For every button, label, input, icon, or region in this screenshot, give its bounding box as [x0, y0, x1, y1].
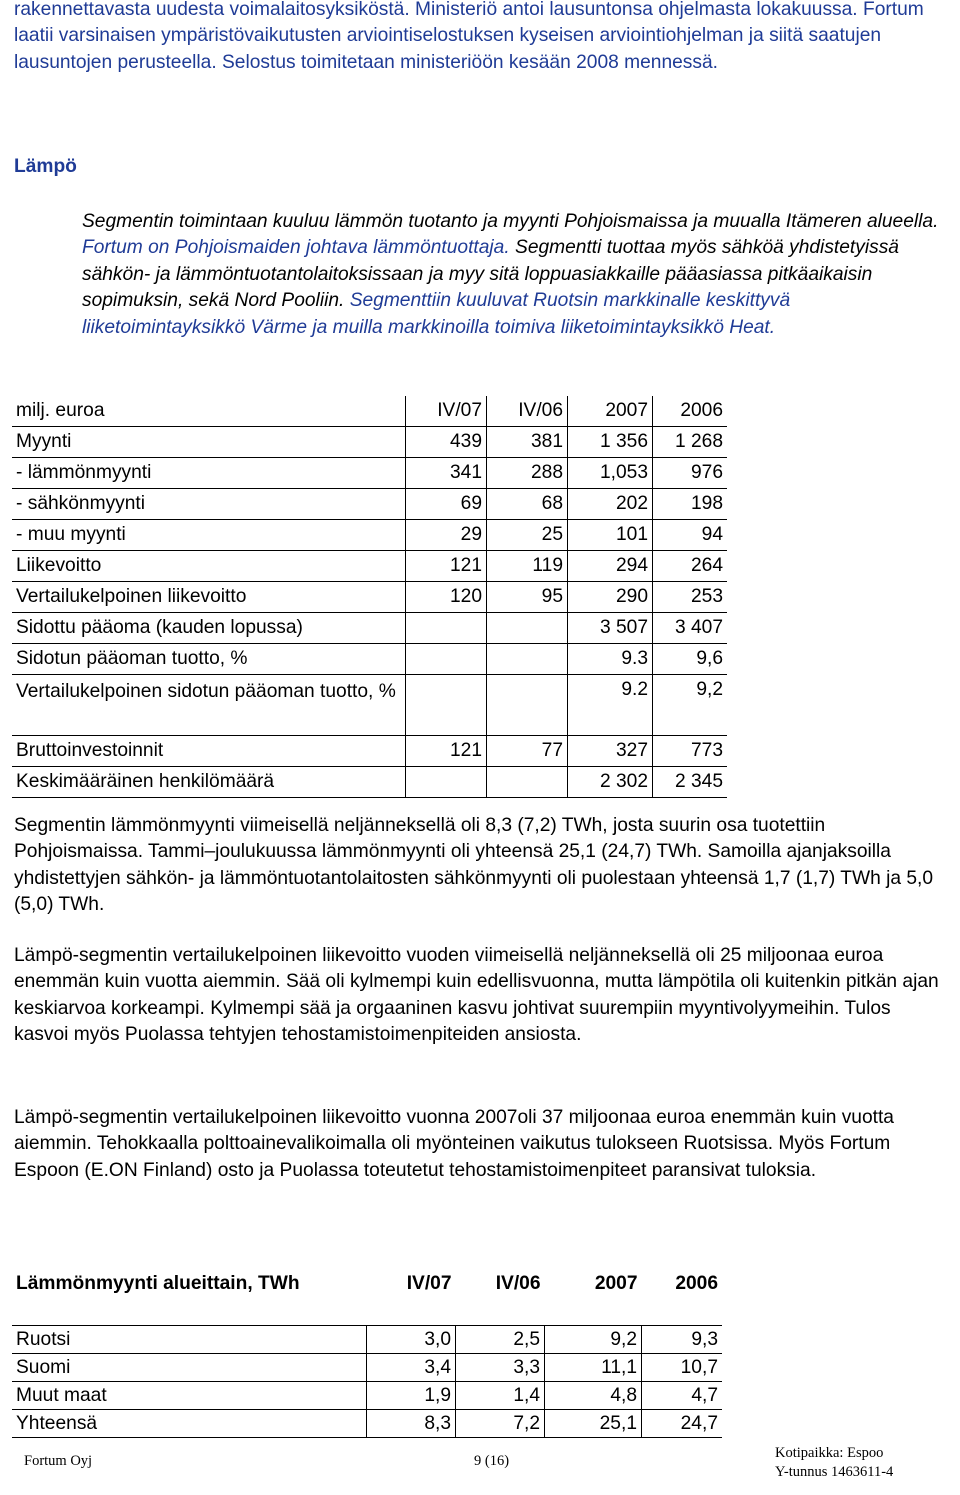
intro-paragraph: rakennettavasta uudesta voimalaitosyksiköstä. Ministeriö antoi lausuntonsa ohjelmasta lokakuussa. Fortum laatii varsinaisen ympäristövaikutusten arviointiselostuksen kyseisen arviointiohjelman ja siitä saatujen lausuntojen perusteella. Selostus toimitetaan ministeriöön kesään 2008 mennessä. [14, 0, 924, 73]
reg-cell-iv06: 2,5 [456, 1326, 545, 1354]
reg-header-label: Lämmönmyynti alueittain, TWh [12, 1267, 367, 1326]
fin-cell-iv06: 119 [487, 551, 568, 582]
fin-cell-iv07 [406, 613, 487, 644]
fin-cell-iv07: 69 [406, 489, 487, 520]
fin-cell-y2007: 3 507 [568, 613, 653, 644]
reg-cell-iv07: 3,0 [367, 1326, 456, 1354]
reg-row [12, 1410, 722, 1438]
fin-cell-y2006: 264 [653, 551, 728, 582]
fin-cell-y2006: 198 [653, 489, 728, 520]
reg-header-y2006: 2006 [642, 1267, 723, 1326]
fin-cell-y2006: 9,2 [653, 675, 728, 736]
segment-desc-part2: Fortum on Pohjoismaiden johtava lämmöntuottaja. [82, 237, 516, 259]
fin-cell-iv07: 121 [406, 736, 487, 767]
financial-table [12, 396, 727, 798]
reg-cell-label: Suomi [12, 1354, 367, 1382]
fin-row [12, 644, 727, 675]
reg-cell-label: Ruotsi [12, 1326, 367, 1354]
reg-cell-y2006: 10,7 [642, 1354, 723, 1382]
reg-cell-y2006: 9,3 [642, 1326, 723, 1354]
reg-cell-label: Yhteensä [12, 1410, 367, 1438]
footer-company: Fortum Oyj [24, 1453, 93, 1469]
segment-desc-part1: Segmentin toimintaan kuuluu lämmön tuotanto ja myynti Pohjoismaissa ja muualla Itämeren alueella. [82, 211, 939, 232]
fin-cell-label: Liikevoitto [12, 551, 406, 582]
fin-cell-iv06: 381 [487, 427, 568, 458]
fin-header-label: milj. euroa [12, 396, 406, 427]
reg-cell-iv07: 8,3 [367, 1410, 456, 1438]
section-heading-lampo: Lämpö [14, 156, 77, 177]
paragraph-q4-profit: Lämpö-segmentin vertailukelpoinen liikevoitto vuoden viimeisellä neljänneksellä oli 25 miljoonaa euroa enemmän kuin vuotta aiemmin. Sää oli kylmempi kuin edellisvuonna, mutta lämpötila oli kuitenkin pitkän ajan keskiarvoa korkeampi. Kylmempi sää ja orgaaninen kasvu johtivat suurempiin myyntivolyymeihin. Tulos kasvoi myös Puolassa tehtyjen tehostamistoimenpiteiden ansiosta. [14, 945, 939, 1046]
reg-cell-iv06: 1,4 [456, 1382, 545, 1410]
fin-row [12, 489, 727, 520]
fin-cell-y2006: 2 345 [653, 767, 728, 798]
reg-cell-y2007: 4,8 [545, 1382, 642, 1410]
reg-row [12, 1354, 722, 1382]
fin-header-y2006: 2006 [653, 396, 728, 427]
fin-cell-iv07: 120 [406, 582, 487, 613]
paragraph-heat-sales: Segmentin lämmönmyynti viimeisellä neljänneksellä oli 8,3 (7,2) TWh, josta suurin osa tuotettiin Pohjoismaissa. Tammi–joulukuussa lämmönmyynti oli yhteensä 25,1 (24,7) TWh. Samoilla ajanjaksoilla yhdistettyjen sähkön- ja lämmöntuotantolaitosten sähkönmyynti oli puolestaan yhteensä 1,7 (1,7) TWh ja 5,0 (5,0) TWh. [14, 815, 934, 916]
segment-desc-part3: Segmentti tuottaa myös sähköä yhdistetyissä sähkön- ja lämmöntuotantolaitoksissaan ja myy sitä loppuasiakkaille pääasiassa pitkäaikaisin sopimuksin, sekä Nord Pooliin. [82, 237, 899, 312]
fin-header-iv06: IV/06 [487, 396, 568, 427]
fin-cell-y2007: 2 302 [568, 767, 653, 798]
fin-row [12, 736, 727, 767]
reg-cell-iv06: 3,3 [456, 1354, 545, 1382]
fin-row [12, 458, 727, 489]
fin-cell-label: Vertailukelpoinen sidotun pääoman tuotto, % [12, 675, 406, 736]
fin-cell-iv06 [487, 675, 568, 736]
reg-row [12, 1326, 722, 1354]
reg-cell-iv07: 1,9 [367, 1382, 456, 1410]
fin-cell-iv06 [487, 613, 568, 644]
fin-cell-label: - lämmönmyynti [12, 458, 406, 489]
reg-header-y2007: 2007 [545, 1267, 642, 1326]
paragraph-annual-profit: Lämpö-segmentin vertailukelpoinen liikevoitto vuonna 2007oli 37 miljoonaa euroa enemmän kuin vuotta aiemmin. Tehokkaalla polttoainevalikoimalla oli myönteinen vaikutus tulokseen Ruotsissa. Myös Fortum Espoon (E.ON Finland) osto ja Puolassa toteutetut tehostamistoimenpiteet paransivat tuloksia. [14, 1107, 894, 1181]
fin-cell-y2007: 9.2 [568, 675, 653, 736]
fin-row [12, 551, 727, 582]
fin-header-y2007: 2007 [568, 396, 653, 427]
footer-domicile: Kotipaikka: Espoo [775, 1445, 884, 1461]
fin-cell-label: Bruttoinvestoinnit [12, 736, 406, 767]
fin-row [12, 427, 727, 458]
fin-cell-iv06 [487, 767, 568, 798]
fin-header-row [12, 396, 727, 427]
reg-cell-iv07: 3,4 [367, 1354, 456, 1382]
fin-cell-label: Sidotun pääoman tuotto, % [12, 644, 406, 675]
fin-cell-iv07 [406, 767, 487, 798]
fin-row [12, 675, 727, 736]
fin-cell-y2007: 327 [568, 736, 653, 767]
fin-row [12, 613, 727, 644]
fin-cell-y2006: 773 [653, 736, 728, 767]
reg-cell-y2007: 11,1 [545, 1354, 642, 1382]
fin-cell-label: Vertailukelpoinen liikevoitto [12, 582, 406, 613]
segment-description [82, 209, 942, 341]
fin-cell-label: Keskimääräinen henkilömäärä [12, 767, 406, 798]
fin-cell-iv06: 95 [487, 582, 568, 613]
fin-cell-y2007: 202 [568, 489, 653, 520]
reg-cell-label: Muut maat [12, 1382, 367, 1410]
reg-cell-y2006: 4,7 [642, 1382, 723, 1410]
fin-cell-iv06 [487, 644, 568, 675]
reg-cell-y2007: 9,2 [545, 1326, 642, 1354]
fin-cell-label: Sidottu pääoma (kauden lopussa) [12, 613, 406, 644]
fin-cell-y2007: 1,053 [568, 458, 653, 489]
fin-cell-y2006: 1 268 [653, 427, 728, 458]
fin-cell-y2006: 9,6 [653, 644, 728, 675]
fin-cell-iv06: 77 [487, 736, 568, 767]
fin-cell-label: Myynti [12, 427, 406, 458]
segment-desc-part4: Segmenttiin kuuluvat Ruotsin markkinalle keskittyvä liiketoimintayksikkö Värme ja muilla markkinoilla toimiva liiketoimintayksikkö Heat. [82, 290, 791, 338]
fin-cell-label: - sähkönmyynti [12, 489, 406, 520]
fin-cell-iv07: 439 [406, 427, 487, 458]
regional-heat-sales-table [12, 1267, 722, 1438]
fin-cell-y2006: 253 [653, 582, 728, 613]
fin-row [12, 520, 727, 551]
fin-cell-iv07: 121 [406, 551, 487, 582]
fin-cell-iv06: 68 [487, 489, 568, 520]
reg-row [12, 1382, 722, 1410]
reg-header-iv07: IV/07 [367, 1267, 456, 1326]
fin-cell-iv07: 341 [406, 458, 487, 489]
fin-cell-y2007: 290 [568, 582, 653, 613]
reg-header-iv06: IV/06 [456, 1267, 545, 1326]
fin-cell-iv07 [406, 644, 487, 675]
fin-cell-iv06: 25 [487, 520, 568, 551]
fin-row [12, 582, 727, 613]
fin-cell-y2006: 94 [653, 520, 728, 551]
reg-cell-y2006: 24,7 [642, 1410, 723, 1438]
footer-business-id: Y-tunnus 1463611-4 [775, 1464, 894, 1480]
fin-cell-y2006: 976 [653, 458, 728, 489]
fin-cell-label: - muu myynti [12, 520, 406, 551]
fin-cell-y2007: 9.3 [568, 644, 653, 675]
fin-row [12, 767, 727, 798]
fin-cell-y2006: 3 407 [653, 613, 728, 644]
fin-cell-iv06: 288 [487, 458, 568, 489]
footer-company-info [775, 1444, 893, 1482]
fin-cell-y2007: 1 356 [568, 427, 653, 458]
fin-header-iv07: IV/07 [406, 396, 487, 427]
fin-cell-iv07: 29 [406, 520, 487, 551]
reg-cell-iv06: 7,2 [456, 1410, 545, 1438]
fin-cell-iv07 [406, 675, 487, 736]
fin-cell-y2007: 294 [568, 551, 653, 582]
footer-page-number: 9 (16) [474, 1453, 510, 1469]
reg-header-row [12, 1267, 722, 1326]
reg-cell-y2007: 25,1 [545, 1410, 642, 1438]
fin-cell-y2007: 101 [568, 520, 653, 551]
